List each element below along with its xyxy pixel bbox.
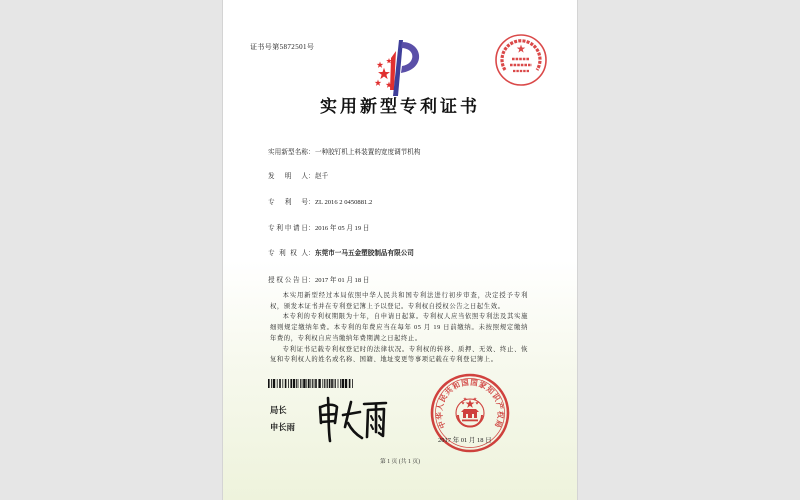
logo-star-icon (378, 68, 390, 79)
barcode-bar (312, 379, 313, 388)
certificate-body-text (270, 291, 528, 366)
barcode-bar (271, 379, 272, 388)
barcode-bar (345, 379, 347, 388)
agency-seal-star-icon (517, 45, 526, 53)
barcode-bar (329, 379, 331, 388)
field-colon: ： (308, 225, 315, 232)
barcode-bar (279, 379, 281, 388)
barcode-bar (268, 379, 270, 388)
certificate-title: 实用新型专利证书 (320, 97, 480, 116)
field-label: 专利申请日 (268, 225, 308, 232)
page-footer: 第 1 页 (共 1 页) (379, 459, 421, 465)
barcode-bar (349, 379, 351, 388)
field-label: 专利权人 (268, 250, 308, 257)
certificate-number: 证书号第5872501号 (250, 43, 315, 51)
field-colon: ： (308, 250, 315, 257)
field-label: 授权公告日 (268, 277, 308, 284)
logo-star-icon (375, 80, 382, 86)
barcode-icon (268, 379, 356, 388)
patent-office-logo-icon (372, 38, 428, 98)
signature-stroke (343, 412, 360, 415)
field-value: 赵千 (315, 173, 329, 180)
logo-star-icon (377, 62, 384, 68)
agency-seal-rings (496, 35, 546, 85)
emblem-gate-door (466, 414, 468, 418)
barcode-bar (277, 379, 278, 388)
field-value: 2016 年 05 月 19 日 (315, 225, 370, 232)
barcode-bar (315, 379, 317, 388)
barcode-bar (352, 379, 353, 388)
barcode-bar (318, 379, 320, 388)
national-seal-body (432, 375, 508, 451)
barcode-bar (326, 379, 327, 388)
barcode-bar (300, 379, 301, 388)
barcode-bar (296, 379, 297, 388)
signature-stroke (348, 423, 362, 438)
signature-stroke (367, 410, 368, 437)
barcode-bar (302, 379, 303, 388)
field-colon: ： (308, 149, 315, 156)
barcode-bar (334, 379, 335, 388)
field-value: 2017 年 01 月 18 日 (315, 277, 370, 284)
national-emblem-icon (456, 397, 484, 427)
field-colon: ： (308, 199, 315, 206)
field-row-inventor (268, 172, 328, 182)
barcode-bar (308, 379, 310, 388)
emblem-gate-body (463, 412, 477, 418)
director-title: 局长 (270, 406, 287, 415)
barcode-bar (340, 379, 341, 388)
director-name: 申长雨 (270, 423, 295, 432)
emblem-gate-roof (461, 409, 479, 412)
field-label: 发明人 (268, 173, 308, 180)
barcode-bar (293, 379, 295, 388)
barcode-bar (273, 379, 275, 388)
barcode-bar (282, 379, 283, 388)
field-row-patent-number (268, 198, 372, 208)
barcode-bar (310, 379, 311, 388)
logo-stars (375, 58, 393, 88)
body-paragraph: 专利证书记载专利权登记时的法律状况。专利权的转移、质押、无效、终止、恢复和专利权人的姓名或名称、国籍、地址变更等事项记载在专利登记簿上。 (270, 345, 528, 364)
agency-seal-icon (494, 33, 548, 87)
barcode-bar (314, 379, 315, 388)
barcode-bar (306, 379, 307, 388)
field-label: 实用新型名称 (268, 149, 308, 156)
barcode-bar (288, 379, 289, 388)
barcode-bar (335, 379, 336, 388)
emblem-gate-door (472, 414, 474, 418)
issue-date: 2017 年 01 月 18 日 (438, 437, 492, 444)
barcode-bar (303, 379, 305, 388)
barcode-bar (298, 379, 299, 388)
field-row-application-date (268, 224, 369, 234)
barcode-bar (331, 379, 333, 388)
field-value: ZL 2016 2 0450881.2 (315, 199, 373, 206)
field-value: 东莞市一马五金塑胶制品有限公司 (315, 250, 414, 257)
field-row-patentee (268, 249, 414, 259)
director-signature-icon (316, 396, 388, 444)
emblem-big-star-icon (465, 399, 474, 408)
body-paragraph: 本实用新型经过本局依照中华人民共和国专利法进行初步审查，决定授予专利权，颁发本证书并在专利登记簿上予以登记。专利权自授权公告之日起生效。 (270, 292, 528, 310)
field-row-grant-date (268, 276, 369, 286)
barcode-bar (342, 379, 344, 388)
barcode-bar (338, 379, 339, 388)
field-colon: ： (308, 173, 315, 180)
national-seal-icon (428, 371, 512, 455)
body-paragraph: 本专利的专利权期限为十年，自申请日起算。专利权人应当依照专利法及其实施细则规定缴纳年费。本专利的年费应当在每年 05 月 19 日前缴纳。未按照规定缴纳年费的，专利权自应当缴纳年费期满之日起终止。 (270, 313, 528, 342)
barcode-bar (290, 379, 292, 388)
field-colon: ： (308, 277, 315, 284)
logo-bowl (401, 42, 419, 73)
field-row-utility-model-name (268, 148, 421, 158)
barcode-bar (324, 379, 325, 388)
field-value: 一种胶钉机上料装置的宽度调节机构 (315, 149, 421, 156)
national-seal-text: 中华人民共和国国家知识产权局 (434, 377, 506, 430)
emblem-base (462, 420, 478, 422)
barcode-bar (285, 379, 287, 388)
signature-strokes (320, 398, 386, 441)
barcode-bar (322, 379, 323, 388)
field-label: 专利号 (268, 199, 308, 206)
barcode-bar (327, 379, 328, 388)
